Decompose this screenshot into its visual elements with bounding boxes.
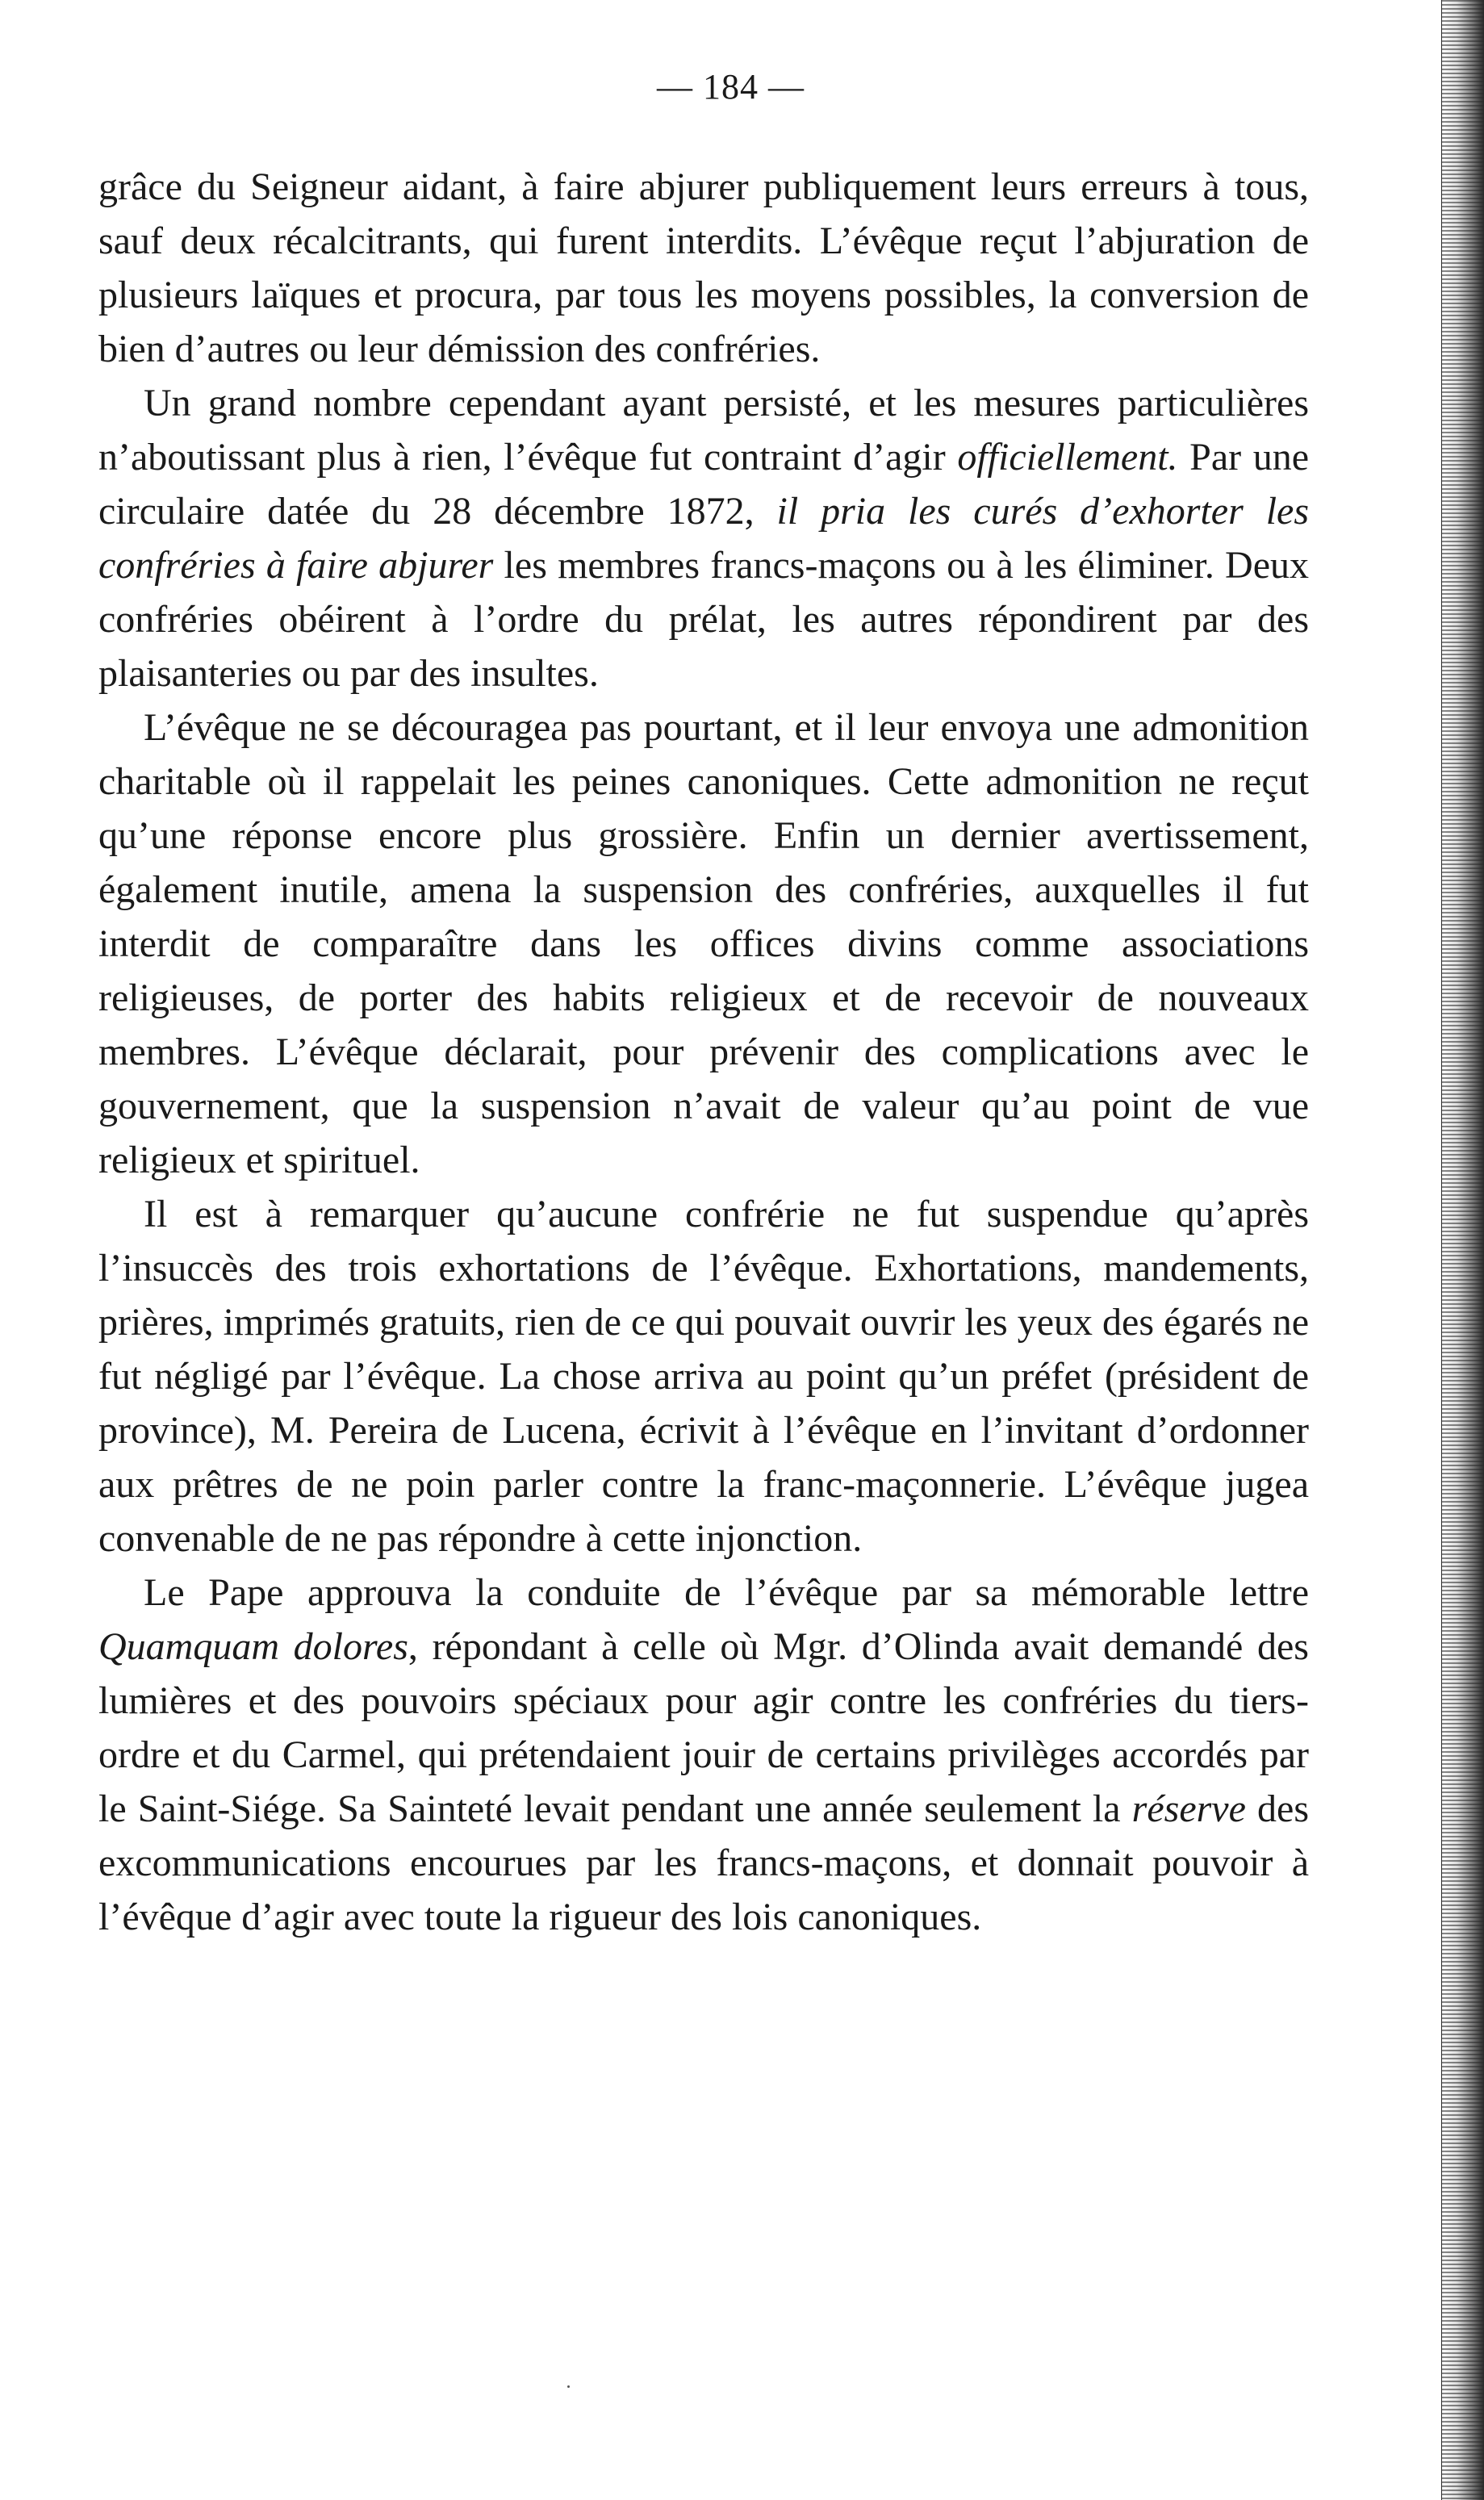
paragraph-3	[98, 700, 1309, 1187]
ink-speck	[567, 2385, 570, 2388]
scan-edge-shadow	[1442, 0, 1484, 2500]
paragraph-1	[98, 160, 1309, 376]
text-segment: des excommunications encourues par les francs-maçons, et donnait pouvoir à l’évêque d’agir avec toute la rigueur des lois canoniques.	[98, 1787, 1310, 1938]
paragraph-4	[98, 1187, 1309, 1566]
italic-segment: Quamquam dolores	[98, 1625, 408, 1668]
text-segment: grâce du Seigneur aidant, à faire abjurer publiquement leurs erreurs à tous, sauf deux récalcitrants, qui furent interdits. L’évêque reçut l’abjuration de plusieurs laïques et procura, par tous les moyens possibles, la conversion de bien d’autres ou leur démission des confréries.	[98, 165, 1309, 370]
text-segment: Le Pape approuva la conduite de l’évêque par sa mémorable lettre	[144, 1571, 1309, 1614]
paragraph-5	[98, 1566, 1309, 1944]
text-segment: Par une circulaire datée du 28 décembre 1872,	[98, 436, 1309, 533]
text-segment: Un grand nombre cependant ayant persisté, et les mesures particulières n’aboutissant plus à rien, l’évêque fut contraint d’agir	[98, 382, 1309, 479]
text-segment: les membres francs-maçons ou à les éliminer. Deux confréries obéirent à l’ordre du prélat, les autres répondirent par des plaisanteries ou par des insultes.	[98, 544, 1310, 695]
text-segment: Il est à remarquer qu’aucune confrérie ne fut suspendue qu’après l’insuccès des trois exhortations de l’évêque. Exhortations, mandements, prières, imprimés gratuits, rien de ce qui pouvait ouvrir les yeux des égarés ne fut négligé par l’évêque. La chose arriva au point qu’un préfet (président de province), M. Pereira de Lucena, écrivit à l’évêque en l’invitant d’ordonner aux prêtres de ne poin parler contre la franc-maçonnerie. L’évêque jugea convenable de ne pas répondre à cette injonction.	[98, 1193, 1309, 1560]
text-segment: L’évêque ne se découragea pas pourtant, et il leur envoya une admonition charitable où il rappelait les peines canoniques. Cette admonition ne reçut qu’une réponse encore plus grossière. Enfin un dernier avertissement, également inutile, amena la suspension des confréries, auxquelles il fut interdit de comparaître dans les offices divins comme associations religieuses, de porter des habits religieux et de recevoir de nouveaux membres. L’évêque déclarait, pour prévenir des complications avec le gouvernement, que la suspension n’avait de valeur qu’au point de vue religieux et spirituel.	[98, 706, 1309, 1181]
page-number: — 184 —	[657, 67, 805, 107]
text-segment: , répondant à celle où Mgr. d’Olinda avait demandé des lumières et des pouvoirs spéciaux pour agir contre les confréries du tiers-ordre et du Carmel, qui prétendaient jouir de certains privilèges accordés par le Saint-Siége. Sa Sainteté levait pendant une année seulement la	[98, 1625, 1309, 1830]
italic-segment: officiellement.	[957, 436, 1178, 479]
body-text	[98, 160, 1309, 1944]
italic-segment: il pria les curés d’exhorter les confréries à faire abjurer	[98, 490, 1310, 587]
paragraph-2	[98, 376, 1309, 700]
italic-segment: réserve	[1131, 1787, 1246, 1830]
